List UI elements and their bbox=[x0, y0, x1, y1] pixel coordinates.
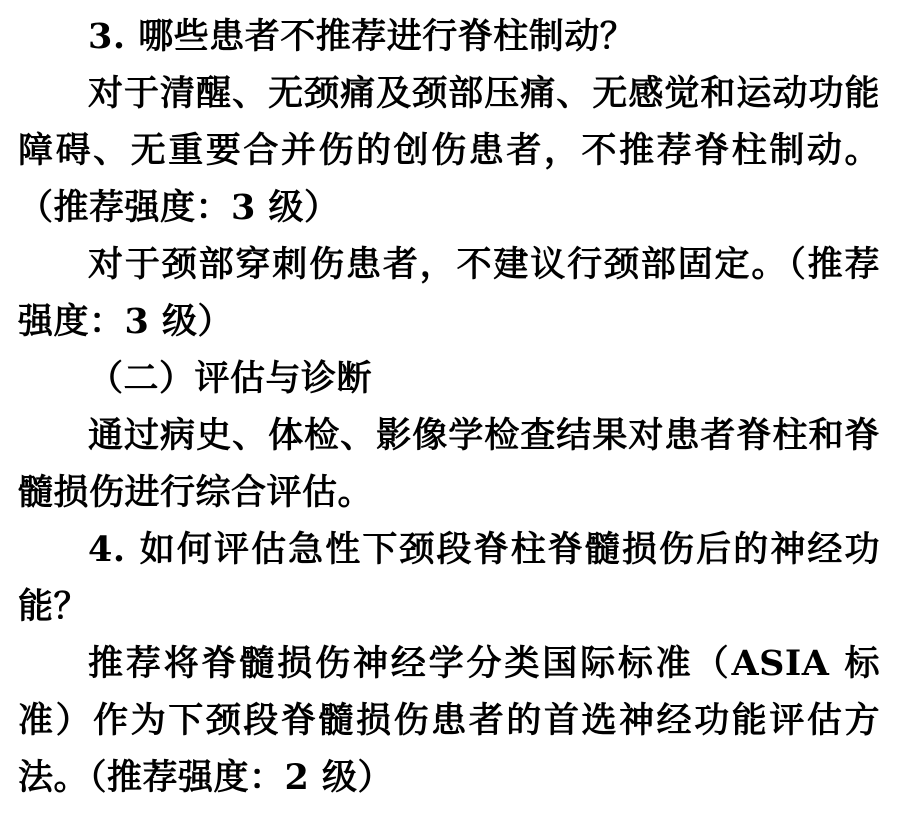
paragraph-q3-answer-1: 对于清醒、无颈痛及颈部压痛、无感觉和运动功能障碍、无重要合并伤的创伤患者，不推荐脊柱制动。（推荐强度：3 级） bbox=[18, 73, 880, 228]
paragraph-section-2-body: 通过病史、体检、影像学检查结果对患者脊柱和脊髓损伤进行综合评估。 bbox=[18, 415, 880, 513]
paragraph-section-2-heading: （二）评估与诊断 bbox=[88, 358, 373, 399]
paragraph-q3-heading: 3. 哪些患者不推荐进行脊柱制动？ bbox=[88, 16, 636, 57]
paragraph-q3-answer-2: 对于颈部穿刺伤患者，不建议行颈部固定。（推荐强度：3 级） bbox=[18, 244, 880, 342]
paragraph-q4-answer: 推荐将脊髓损伤神经学分类国际标准（ASIA 标准）作为下颈段脊髓损伤患者的首选神经功能评估方法。（推荐强度：2 级） bbox=[18, 643, 880, 798]
paragraph-q4-heading: 4. 如何评估急性下颈段脊柱脊髓损伤后的神经功能？ bbox=[18, 529, 880, 627]
